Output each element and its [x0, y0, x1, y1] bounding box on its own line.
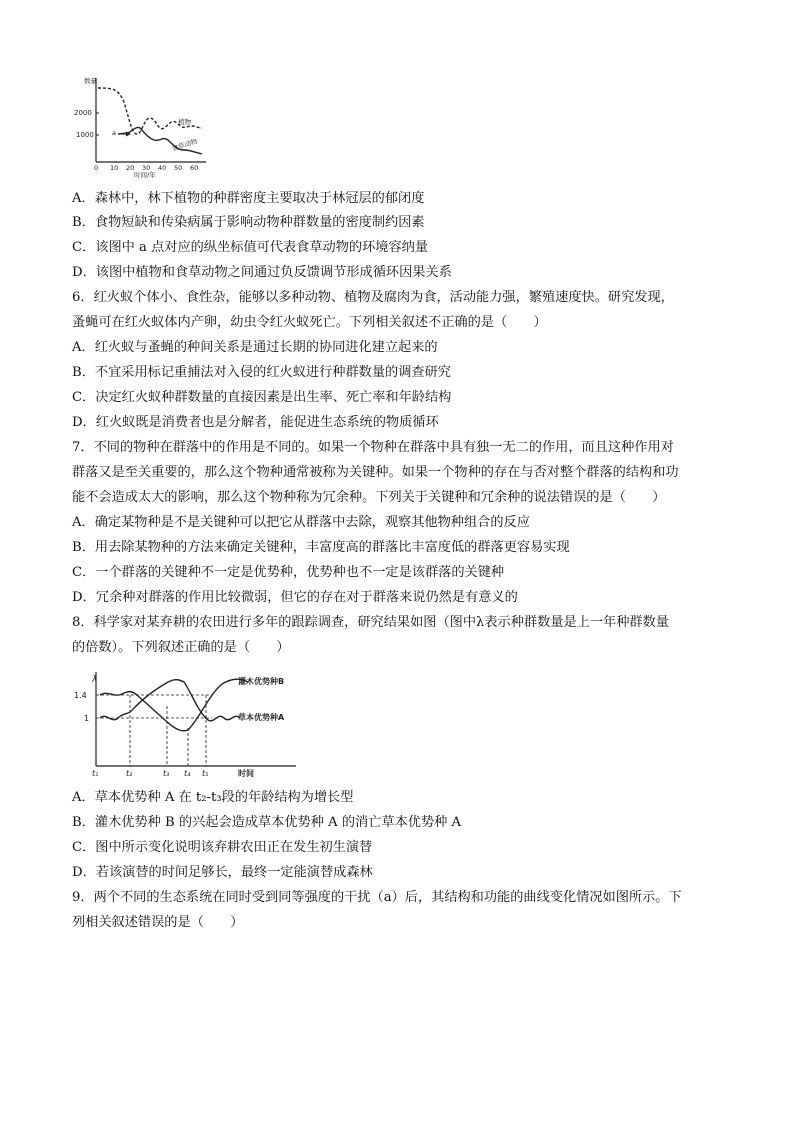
fig1-legend-herbivore: 食草动物: [171, 137, 199, 153]
q8-stem-line-1: 8．科学家对某弃耕的农田进行多年的跟踪调查，研究结果如图（图中λ表示种群数量是上一年种群数量: [72, 615, 669, 630]
fig1-xtick-0: 0: [94, 164, 99, 172]
q6-option-a: A．红火蚁与蚤蝇的种间关系是通过长期的协同进化建立起来的: [72, 340, 438, 355]
q5-option-c: C．该图中 a 点对应的纵坐标值可代表食草动物的环境容纳量: [72, 240, 429, 255]
q6-option-c: C．决定红火蚁种群数量的直接因素是出生率、死亡率和年龄结构: [72, 390, 452, 405]
fig1-xtick-30: 30: [142, 164, 151, 172]
fig1-xtick-60: 60: [190, 164, 199, 172]
fig1-y-label: 数量: [84, 77, 97, 85]
fig2-x-label: 时间: [238, 769, 254, 778]
q9-stem-line-1: 9．两个不同的生态系统在同时受到同等强度的干扰（a）后，其结构和功能的曲线变化情况如图所示。下: [72, 890, 682, 905]
q7-option-d: D．冗余种对群落的作用比较微弱，但它的存在对于群落来说仍然是有意义的: [72, 590, 518, 605]
fig1-legend-plant: 植物: [178, 118, 191, 126]
fig2-ytick-1: 1: [84, 714, 90, 723]
fig2-legend-herb: 草本优势种A: [238, 713, 285, 722]
q6-option-b: B．不宜采用标记重捕法对入侵的红火蚁进行种群数量的调查研究: [72, 365, 451, 380]
fig1-xtick-40: 40: [158, 164, 167, 172]
q7-option-a: A．确定某物种是不是关键种可以把它从群落中去除，观察其他物种组合的反应: [72, 515, 530, 530]
fig2-ytick-1-4: 1.4: [74, 691, 87, 700]
q6-option-d: D．红火蚁既是消费者也是分解者，能促进生态系统的物质循环: [72, 415, 439, 430]
q8-option-d: D．若该演替的时间足够长，最终一定能演替成森林: [72, 865, 373, 880]
q5-option-a: A．森林中，林下植物的种群密度主要取决于林冠层的郁闭度: [72, 191, 425, 206]
fig1-series-plant: [98, 88, 202, 134]
fig2-xtick-t5: t₅: [202, 769, 209, 778]
population-figure: [72, 74, 212, 179]
fig1-x-label: 时间/年: [134, 171, 156, 179]
fig1-point-a: a: [112, 129, 116, 137]
q9-stem-line-2: 列相关叙述错误的是（ ）: [72, 915, 244, 930]
q8-stem-line-2: 的倍数）。下列叙述正确的是（ ）: [72, 640, 290, 655]
fig1-ytick-2000: 2000: [74, 109, 92, 117]
fig2-series-shrub: [100, 679, 248, 731]
fig2-xtick-t3: t₃: [163, 769, 170, 778]
fig1-xtick-10: 10: [110, 164, 119, 172]
fig1-xtick-50: 50: [174, 164, 183, 172]
lambda-figure: [72, 668, 302, 780]
fig1-ytick-1000: 1000: [76, 131, 94, 139]
fig2-y-label: λ: [92, 675, 98, 685]
fig2-xtick-t2: t₂: [126, 769, 133, 778]
q8-option-b: B．灌木优势种 B 的兴起会造成草本优势种 A 的消亡草本优势种 A: [72, 815, 462, 830]
fig2-xtick-t4: t₄: [184, 769, 191, 778]
q6-stem-line-1: 6．红火蚁个体小、食性杂，能够以多种动物、植物及腐肉为食，活动能力强，繁殖速度快。研究发现，: [72, 290, 674, 305]
fig2-series-herb: [100, 680, 240, 721]
q8-option-a: A．草本优势种 A 在 t₂-t₃段的年龄结构为增长型: [72, 790, 354, 805]
q7-option-b: B．用去除某物种的方法来确定关键种，丰富度高的群落比丰富度低的群落更容易实现: [72, 540, 570, 555]
q8-option-c: C．图中所示变化说明该弃耕农田正在发生初生演替: [72, 840, 373, 855]
q7-stem-line-2: 群落又是至关重要的，那么这个物种通常被称为关键种。如果一个物种的存在与否对整个群落的结构和功: [72, 465, 679, 480]
q7-option-c: C．一个群落的关键种不一定是优势种，优势种也不一定是该群落的关键种: [72, 565, 505, 580]
q5-option-d: D．该图中植物和食草动物之间通过负反馈调节形成循环因果关系: [72, 265, 452, 280]
fig2-legend-shrub: 灌木优势种B: [238, 677, 285, 686]
fig2-xtick-t1: t₁: [92, 769, 99, 778]
fig1-xtick-20: 20: [126, 164, 135, 172]
q7-stem-line-1: 7．不同的物种在群落中的作用是不同的。如果一个物种在群落中具有独一无二的作用，而且这种作用对: [72, 440, 674, 455]
q7-stem-line-3: 能不会造成太大的影响，那么这个物种称为冗余种。下列关于关键种和冗余种的说法错误的是（ ）: [72, 490, 666, 505]
q5-option-b: B．食物短缺和传染病属于影响动物种群数量的密度制约因素: [72, 215, 425, 230]
q6-stem-line-2: 蚤蝇可在红火蚁体内产卵，幼虫令红火蚁死亡。下列相关叙述不正确的是（ ）: [72, 315, 547, 330]
